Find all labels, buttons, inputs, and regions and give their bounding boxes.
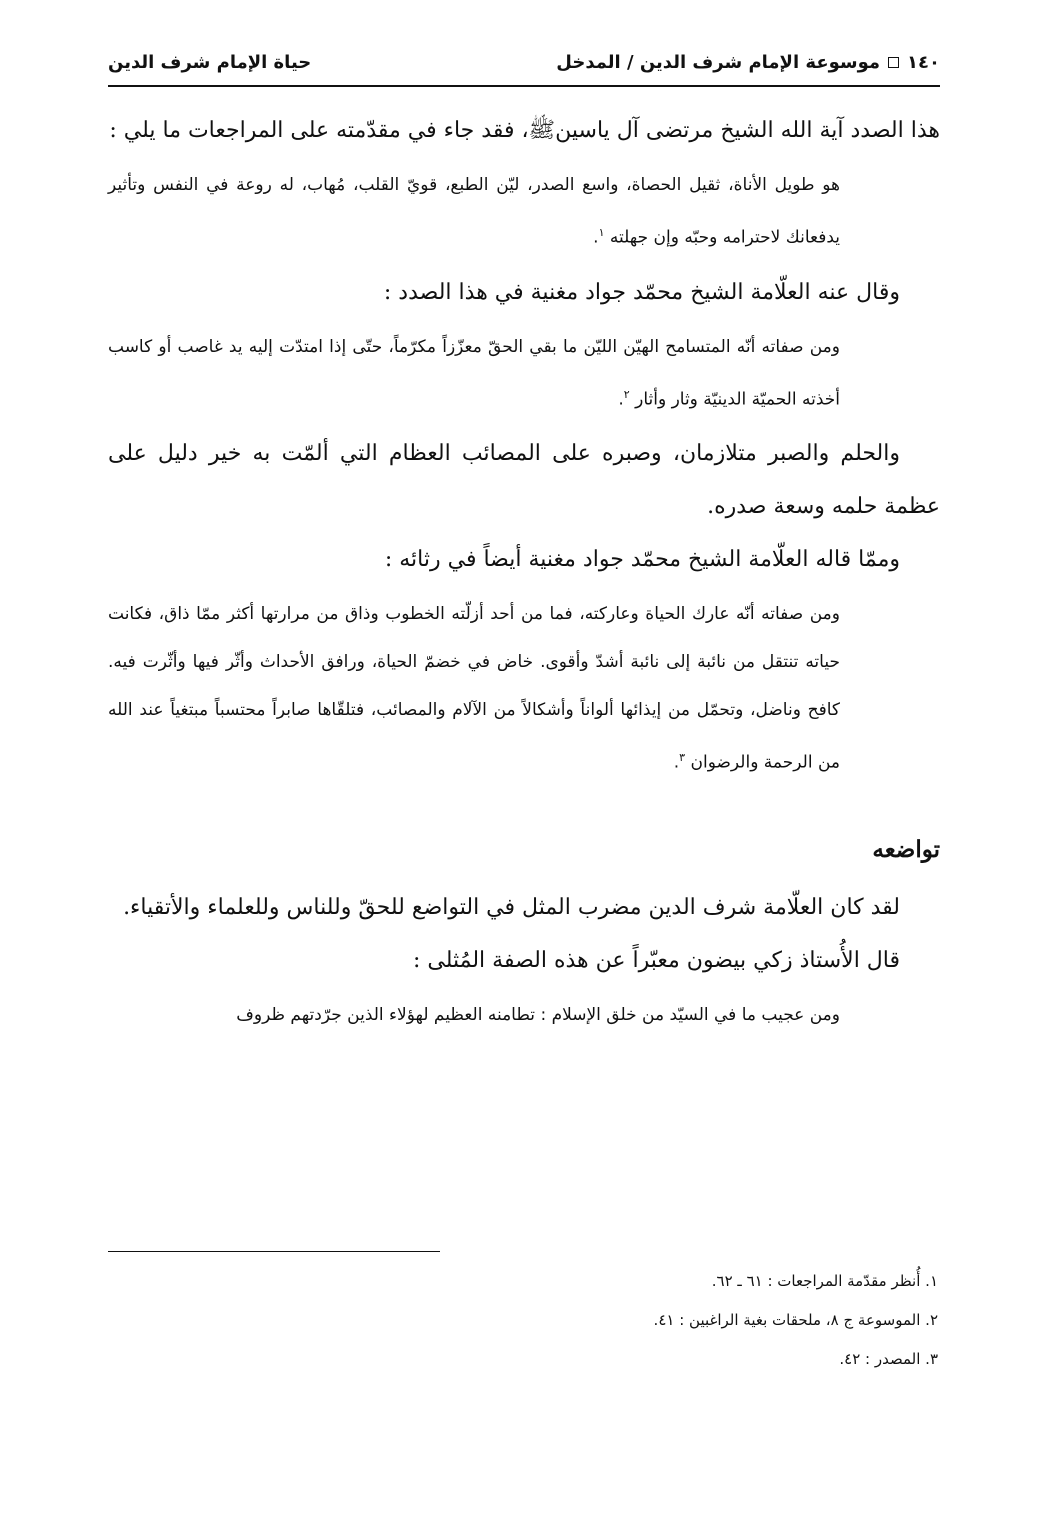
quote-1-end: .: [593, 227, 599, 248]
paragraph-3: والحلم والصبر متلازمان، وصبره على المصائب العظام التي ألمّت به خير دليل على عظمة حلمه وسعة صدره.: [108, 441, 940, 520]
page-body: [108, 104, 940, 1043]
paragraph-5: لقد كان العلّامة شرف الدين مضرب المثل في التواضع للحقّ وللناس وللعلماء والأتقياء.: [123, 894, 900, 920]
paragraph-6: قال الأُستاذ زكي بيضون معبّراً عن هذه الصفة المُثلى :: [412, 947, 900, 973]
quote-2-text: ومن صفاته أنّه المتسامح الهيّن الليّن ما بقي الحقّ معزّزاً مكرّماً، حتّى إذا امتدّت إليه يد غاصب أو كاسب أخذته الحميّة الدينيّة وثار وأثار: [108, 336, 840, 410]
section-title: موسوعة الإمام شرف الدين / المدخل: [556, 51, 881, 73]
footnote-ref-3: ٣: [679, 751, 686, 765]
footnote-ref-1: ١: [598, 226, 605, 239]
paragraph-4: وممّا قاله العلّامة الشيخ محمّد جواد مغنية أيضاً في رثائه :: [384, 547, 900, 573]
quote-3: [108, 590, 940, 787]
quote-1: [108, 161, 940, 262]
quote-1-text: هو طويل الأناة، ثقيل الحصاة، واسع الصدر، ليّن الطبع، قويّ القلب، مُهاب، له روعة في النفس وتأثير يدفعانك لاحترامه وحبّه وإن جهلته: [108, 175, 840, 248]
quote-4: ومن عجيب ما في السيّد من خلق الإسلام : تطامنه العظيم لهؤلاء الذين جرّدتهم ظروف: [236, 1004, 840, 1025]
quote-3-end: .: [673, 752, 680, 773]
page-number: ١٤٠: [907, 51, 940, 73]
page-header: [108, 40, 940, 84]
quote-2: [108, 323, 940, 424]
footnote-divider: [108, 1251, 440, 1252]
quote-3-text: ومن صفاته أنّه عارك الحياة وعاركته، فما من أحد أزلّته الخطوب وذاق من مرارتها أكثر ممّا ذاق، فكانت حياته تنتقل من نائبة إلى نائبة أشدّ وأقوى. خاض في خضمّ الحياة، ورافق الأحداث وأثّر فيها وأثّرت فيه. كافح وناضل، وتحمّل من إيذائها ألواناً وأشكالاً من الآلام والمصائب، فتلقّاها صابراً محتسباً مبتغياً عند الله من الرحمة والرضوان: [108, 604, 840, 773]
quote-2-end: .: [618, 389, 624, 410]
header-divider: [108, 85, 940, 87]
header-right: [556, 52, 940, 73]
paragraph-1: هذا الصدد آية الله الشيخ مرتضى آل ياسينﷺ، فقد جاء في مقدّمته على المراجعات ما يلي :: [109, 118, 940, 143]
footnotes: [108, 1262, 940, 1379]
footnote-1: ١. أُنظر مقدّمة المراجعات : ٦١ ـ ٦٢.: [711, 1272, 938, 1290]
footnote-2: ٢. الموسوعة ج ٨، ملحقات بغية الراغبين : ٤١.: [653, 1311, 938, 1329]
section-heading: تواضعه: [872, 835, 940, 863]
footnote-ref-2: ٢: [623, 387, 630, 401]
paragraph-2: وقال عنه العلّامة الشيخ محمّد جواد مغنية في هذا الصدد :: [383, 279, 900, 305]
footnote-3: ٣. المصدر : ٤٢.: [839, 1350, 938, 1368]
running-title: حياة الإمام شرف الدين: [108, 51, 312, 73]
square-bullet-icon: [888, 57, 899, 68]
